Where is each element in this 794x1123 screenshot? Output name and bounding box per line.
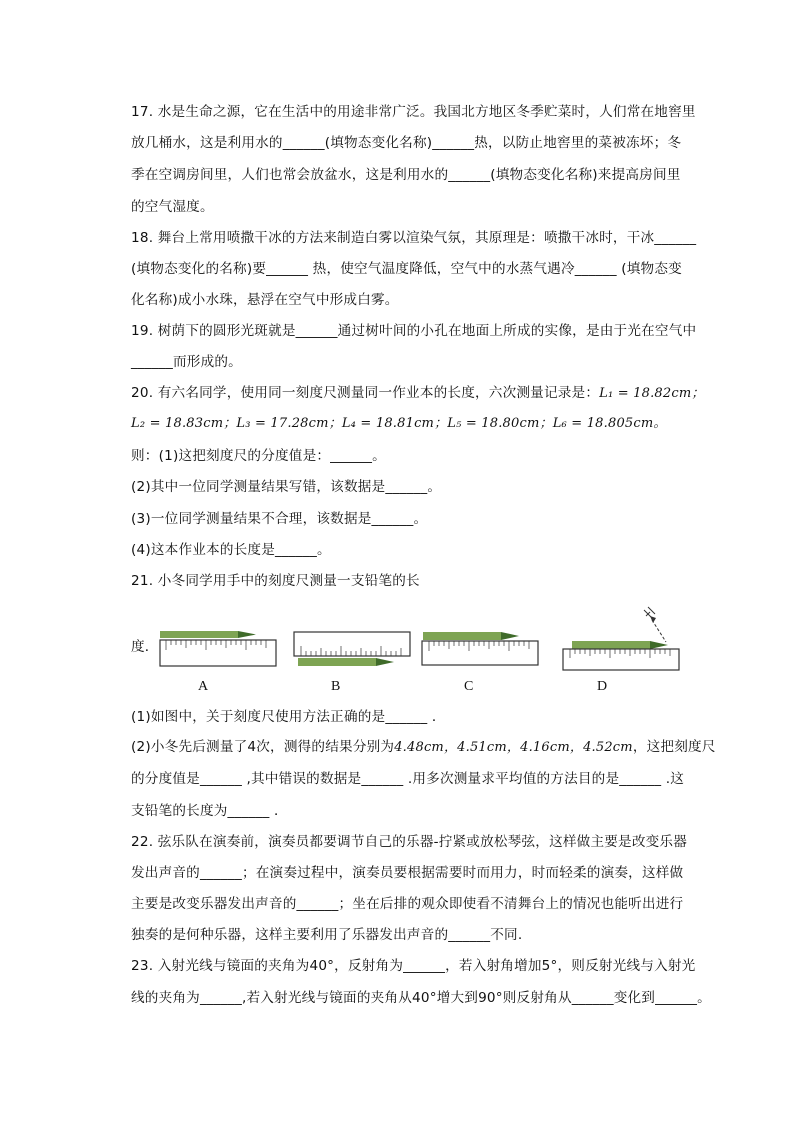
- q21-part-1: (1)如图中，关于刻度尺使用方法正确的是______ ．: [131, 709, 446, 725]
- q21-measurements: 4.48cm，4.51cm，4.16cm，4.52cm: [394, 740, 633, 755]
- q17-line-2: 放几桶水，这是利用水的______(填物态变化名称)______热，以防止地窖里的菜被冻坏；冬: [131, 135, 682, 151]
- q20-l1-value: L₁ = 18.82cm；: [599, 386, 705, 401]
- q17-line-1: 17. 水是生命之源，它在生活中的用途非常广泛。我国北方地区冬季贮菜时，人们常在地窖里: [131, 104, 696, 120]
- q22-line-1: 22. 弦乐队在演奏前，演奏员都要调节自己的乐器-拧紧或放松琴弦，这样做主要是改变乐器: [131, 834, 688, 850]
- figure-d-ruler: [563, 649, 679, 670]
- q21-part-2: [131, 737, 716, 758]
- q19-line-1: 19. 树荫下的圆形光斑就是______通过树叶间的小孔在地面上所成的实像，是由于光在空气中: [131, 323, 697, 339]
- q20-part-4: (4)这本作业本的长度是______。: [131, 542, 331, 558]
- figure-c-ruler: [422, 641, 538, 665]
- figure-d-label: D: [597, 679, 608, 694]
- figure-d-sight-arrow: [650, 616, 656, 623]
- figure-b-ruler: [294, 632, 410, 656]
- figure-c-pencil-tip: [501, 632, 519, 640]
- q22-line-3: 主要是改变乐器发出声音的______；坐在后排的观众即使看不清舞台上的情况也能听出进行: [131, 896, 684, 912]
- q20-part-3: (3)一位同学测量结果不合理，该数据是______。: [131, 511, 428, 527]
- q21-line-4: 支铅笔的长度为______ ．: [131, 803, 288, 819]
- q18-line-1: 18. 舞台上常用喷撒干冰的方法来制造白雾以渲染气氛，其原理是：喷撒干冰时，干冰______: [131, 230, 697, 246]
- q21-part-2-tail: ，这把刻度尺: [632, 739, 716, 755]
- q21-line-3: 的分度值是______ ,其中错误的数据是______ .用多次测量求平均值的方法目的是______ .这: [131, 771, 685, 787]
- q17-line-4: 的空气湿度。: [131, 199, 214, 215]
- figure-a-ruler: [160, 640, 276, 666]
- eye-icon: [644, 607, 655, 618]
- q19-line-2: ______而形成的。: [131, 354, 242, 370]
- q23-line-1: 23. 入射光线与镜面的夹角为40°，反射角为______，若入射角增加5°，则反射光线与入射光: [131, 958, 696, 974]
- q18-line-3: 化名称)成小水珠，悬浮在空气中形成白雾。: [131, 292, 399, 308]
- q21-part-2-intro: (2)小冬先后测量了4次，测得的结果分别为: [131, 739, 395, 755]
- q17-line-3: 季在空调房间里，人们也常会放盆水，这是利用水的______(填物态变化名称)来提高房间里: [131, 167, 681, 183]
- figure-d-pencil-body: [572, 641, 650, 649]
- q20-line-2: L₂ = 18.83cm；L₃ = 17.28cm；L₄ = 18.81cm；L₅ = 18.80cm；L₆ = 18.805cm。: [131, 416, 667, 431]
- figure-b-label: B: [331, 679, 341, 694]
- q20-line-1: [131, 383, 705, 404]
- figure-a-ruler-pencil: [158, 628, 280, 670]
- figure-b-ruler-pencil: [291, 630, 413, 672]
- q21-line-2: 度．: [131, 639, 159, 655]
- q20-part-2: (2)其中一位同学测量结果写错，该数据是______。: [131, 479, 442, 495]
- figure-c-pencil-body: [423, 632, 501, 640]
- q22-line-2: 发出声音的______；在演奏过程中，演奏员要根据需要时而用力，时而轻柔的演奏，这样做: [131, 865, 684, 881]
- q18-line-2: (填物态变化的名称)要______ 热，使空气温度降低，空气中的水蒸气遇冷______ (填物态变: [131, 261, 682, 277]
- q23-line-2: 线的夹角为______,若入射光线与镜面的夹角从40°增大到90°则反射角从______变化到______。: [131, 990, 711, 1006]
- q20-intro: 20. 有六名同学，使用同一刻度尺测量同一作业本的长度，六次测量记录是：: [131, 385, 600, 401]
- figure-a-pencil-tip: [238, 631, 256, 638]
- figure-d-ruler-pencil-eye: [560, 604, 682, 672]
- figure-a-pencil-body: [160, 631, 238, 638]
- q22-line-4: 独奏的是何种乐器，这样主要利用了乐器发出声音的______不同.: [131, 927, 523, 943]
- figure-d-sight-line: [652, 620, 666, 642]
- figure-b-pencil-body: [298, 658, 376, 666]
- q21-line-1: 21. 小冬同学用手中的刻度尺测量一支铅笔的长: [131, 573, 420, 589]
- figure-d-pencil-tip: [650, 641, 668, 649]
- figure-c-label: C: [464, 679, 474, 694]
- figure-b-pencil-tip: [376, 658, 394, 666]
- figure-c-ruler-pencil: [419, 630, 541, 670]
- figure-a-label: A: [198, 679, 209, 694]
- q20-part-1: 则：(1)这把刻度尺的分度值是：______。: [131, 448, 386, 464]
